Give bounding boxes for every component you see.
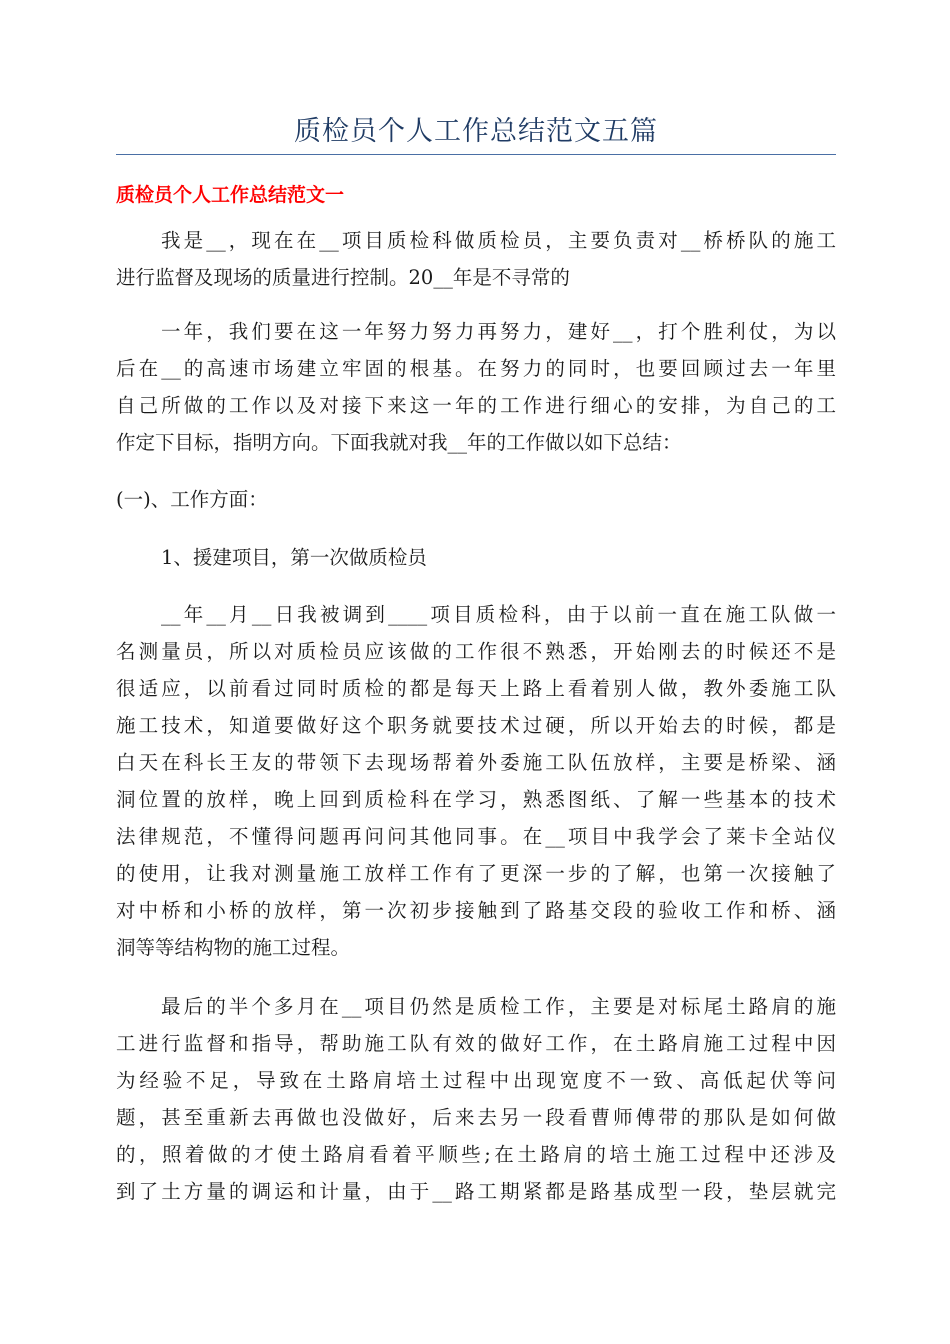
paragraph-3 [116, 481, 836, 518]
title-underline [116, 154, 836, 155]
paragraph-line: 为经验不足，导致在土路肩培土过程中出现宽度不一致、高低起伏等问 [116, 1069, 836, 1092]
paragraph-line: 法律规范，不懂得问题再问问其他同事。在__项目中我学会了莱卡全站仪 [116, 825, 836, 848]
paragraph-5 [116, 596, 836, 966]
paragraph-line: 进行监督及现场的质量进行控制。20__年是不寻常的 [116, 266, 570, 289]
paragraph-line: 我是__，现在在__项目质检科做质检员，主要负责对__桥桥队的施工 [161, 229, 836, 252]
paragraph-line: 白天在科长王友的带领下去现场帮着外委施工队伍放样，主要是桥梁、涵 [116, 751, 836, 774]
paragraph-line: 题，甚至重新去再做也没做好，后来去另一段看曹师傅带的那队是如何做 [116, 1106, 836, 1129]
paragraph-line: 工进行监督和指导，帮助施工队有效的做好工作，在土路肩施工过程中因 [116, 1032, 836, 1055]
paragraph-line: 到了土方量的调运和计量，由于__路工期紧都是路基成型一段，垫层就完 [116, 1180, 836, 1203]
paragraph-line: 1、援建项目，第一次做质检员 [161, 546, 427, 569]
document-title: 质检员个人工作总结范文五篇 [294, 116, 658, 147]
paragraph-line: 自己所做的工作以及对接下来这一年的工作进行细心的安排，为自己的工 [116, 394, 836, 417]
paragraph-line: 作定下目标，指明方向。下面我就对我__年的工作做以如下总结： [116, 431, 682, 454]
paragraph-line: (一)、工作方面： [116, 488, 268, 511]
paragraph-line: 名测量员，所以对质检员应该做的工作很不熟悉，开始刚去的时候还不是 [116, 640, 836, 663]
paragraph-line: __年__月__日我被调到____项目质检科，由于以前一直在施工队做一 [161, 603, 836, 626]
paragraph-line: 对中桥和小桥的放样，第一次初步接触到了路基交段的验收工作和桥、涵 [116, 899, 836, 922]
paragraph-6 [116, 988, 836, 1210]
paragraph-line: 洞位置的放样，晚上回到质检科在学习，熟悉图纸、了解一些基本的技术 [116, 788, 836, 811]
paragraph-line: 洞等等结构物的施工过程。 [116, 936, 351, 959]
paragraph-line: 的使用，让我对测量施工放样工作有了更深一步的了解，也第一次接触了 [116, 862, 836, 885]
paragraph-line: 施工技术，知道要做好这个职务就要技术过硬，所以开始去的时候，都是 [116, 714, 836, 737]
paragraph-4 [116, 539, 836, 576]
paragraph-line: 的，照着做的才使土路肩看着平顺些;在土路肩的培土施工过程中还涉及 [116, 1143, 836, 1166]
paragraph-line: 最后的半个多月在__项目仍然是质检工作，主要是对标尾土路肩的施 [161, 995, 836, 1018]
paragraph-2 [116, 313, 836, 461]
paragraph-1 [116, 222, 836, 296]
section-heading: 质检员个人工作总结范文一 [116, 184, 345, 206]
paragraph-line: 后在__的高速市场建立牢固的根基。在努力的同时，也要回顾过去一年里 [116, 357, 836, 380]
paragraph-line: 很适应，以前看过同时质检的都是每天上路上看着别人做，教外委施工队 [116, 677, 836, 700]
paragraph-line: 一年，我们要在这一年努力努力再努力，建好__，打个胜利仗，为以 [161, 320, 836, 343]
